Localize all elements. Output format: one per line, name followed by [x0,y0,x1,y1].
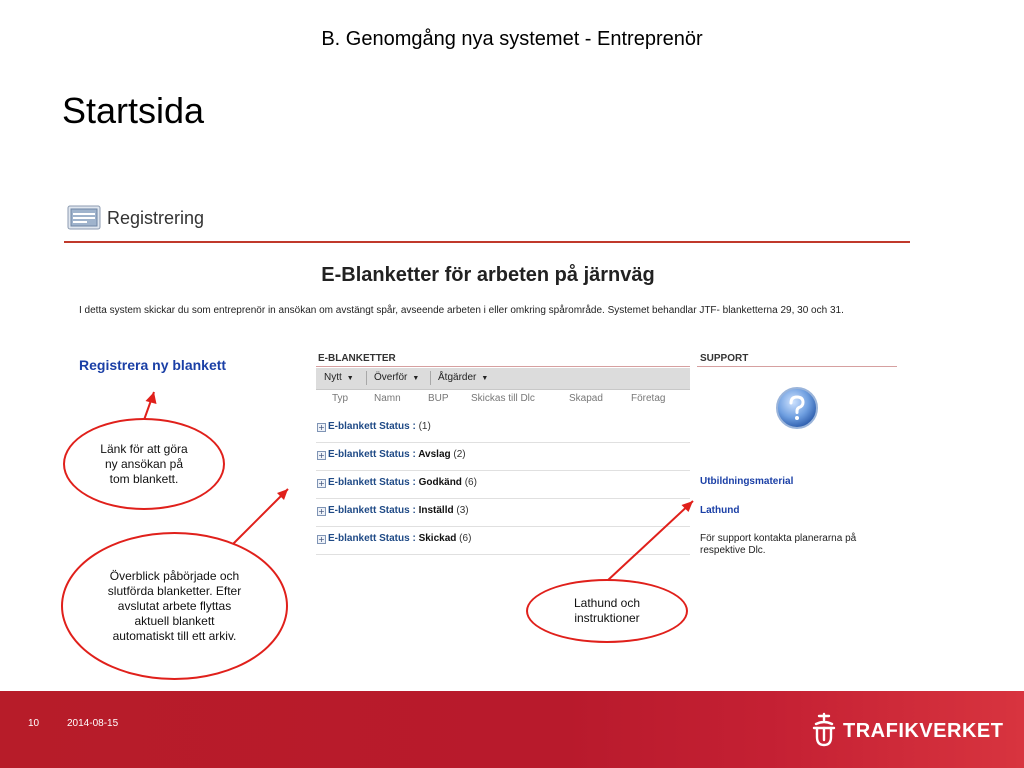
expand-icon[interactable]: + [318,479,325,488]
chevron-down-icon: ▼ [346,375,354,382]
training-material-link[interactable]: Utbildningsmaterial [700,476,794,487]
intro-text: I detta system skickar du som entreprenör in ansökan om avstängt spår, avseende arbeten i eller omkring spårområde. Systemet behandlar JTF- blanketterna 29, 30 och 31. [79,305,844,316]
arrowhead [146,392,157,404]
status-group-count: (6) [464,477,477,488]
arrowhead [277,489,288,500]
status-group-count: (6) [459,533,472,544]
callout-new-form [63,418,225,510]
column-header-company[interactable]: Företag [631,393,666,404]
status-group-value: Avslag [418,449,451,460]
status-group-value: Godkänd [418,477,462,488]
footer-date: 2014-08-15 [67,718,119,729]
help-icon[interactable] [775,386,819,430]
slide-header-title: B. Genomgång nya systemet - Entreprenör [321,28,703,50]
status-group-row [316,498,690,527]
eblanketter-divider [316,366,690,367]
new-menu-label: Nytt [324,372,342,383]
slide-title: Startsida [62,90,205,131]
status-group-row [316,442,690,471]
callout-lathund [526,579,688,643]
new-menu-button[interactable] [324,372,354,383]
support-panel-title: SUPPORT [700,353,749,364]
column-headers [316,390,690,410]
status-group-label-text: E-blankett Status [328,533,410,544]
column-header-sent-to-dlc[interactable]: Skickas till Dlc [471,393,535,404]
status-group-row [316,526,690,555]
support-contact-text: För support kontakta planerarna på respektive Dlc. [700,533,857,556]
trafikverket-logo-text: TRAFIKVERKET [843,720,1004,742]
status-group-count: (1) [418,421,431,432]
actions-menu-button[interactable] [438,372,488,383]
section-title: Registrering [107,208,205,228]
status-group-count: (2) [453,449,466,460]
status-group-value: Skickad [418,533,457,544]
new-form-link[interactable]: Registrera ny blankett [79,357,227,373]
page-heading: E-Blanketter för arbeten på järnväg [321,264,655,286]
status-group-row [316,470,690,499]
status-group-count: (3) [456,505,469,516]
callout-arrow-line [232,489,288,545]
lathund-link[interactable]: Lathund [700,505,740,516]
status-group-label[interactable]: E-blankett Status : Godkänd (6) [328,477,477,488]
toolbar-separator [366,371,367,385]
status-group-value: Inställd [418,505,454,516]
status-group-label-text: E-blankett Status [328,505,410,516]
status-group-label-text: E-blankett Status [328,477,410,488]
column-header-bup[interactable]: BUP [428,393,449,404]
callout-new-form-text: Länk för att göra ny ansökan på tom blankett. [100,441,188,486]
column-header-name[interactable]: Namn [374,393,401,404]
status-group-label-text: E-blankett Status [328,449,410,460]
actions-menu-label: Åtgärder [438,372,477,383]
status-group-label[interactable]: E-blankett Status : Avslag (2) [328,449,466,460]
status-group-label[interactable]: E-blankett Status : Skickad (6) [328,533,472,544]
eblanketter-panel-title: E-BLANKETTER [318,353,396,364]
expand-icon[interactable]: + [318,507,325,516]
registration-icon [67,205,101,230]
trafikverket-logo-icon [810,712,838,748]
transfer-menu-button[interactable] [374,372,419,383]
status-group-label[interactable]: E-blankett Status : (1) [328,421,431,432]
callout-overview [61,532,288,680]
toolbar-separator [430,371,431,385]
page-number: 10 [28,718,40,729]
callout-arrow-line [144,392,154,420]
status-group-label[interactable]: E-blankett Status : Inställd (3) [328,505,469,516]
transfer-menu-label: Överför [374,372,408,383]
callout-overview-text: Överblick påbörjade och slutförda blanketter. Efter avslutat arbete flyttas aktuell blankett automatiskt till ett arkiv. [107,568,242,643]
expand-icon[interactable]: + [318,451,325,460]
eblanketter-toolbar [316,368,690,390]
support-divider [697,366,897,367]
column-header-type[interactable]: Typ [332,393,349,404]
chevron-down-icon: ▼ [412,375,420,382]
chevron-down-icon: ▼ [481,375,489,382]
expand-icon[interactable]: + [318,535,325,544]
section-divider [64,241,910,243]
column-header-created[interactable]: Skapad [569,393,603,404]
status-group-row [316,414,690,443]
expand-icon[interactable]: + [318,423,325,432]
callout-lathund-text: Lathund och instruktioner [573,596,641,625]
status-group-label-text: E-blankett Status [328,421,410,432]
